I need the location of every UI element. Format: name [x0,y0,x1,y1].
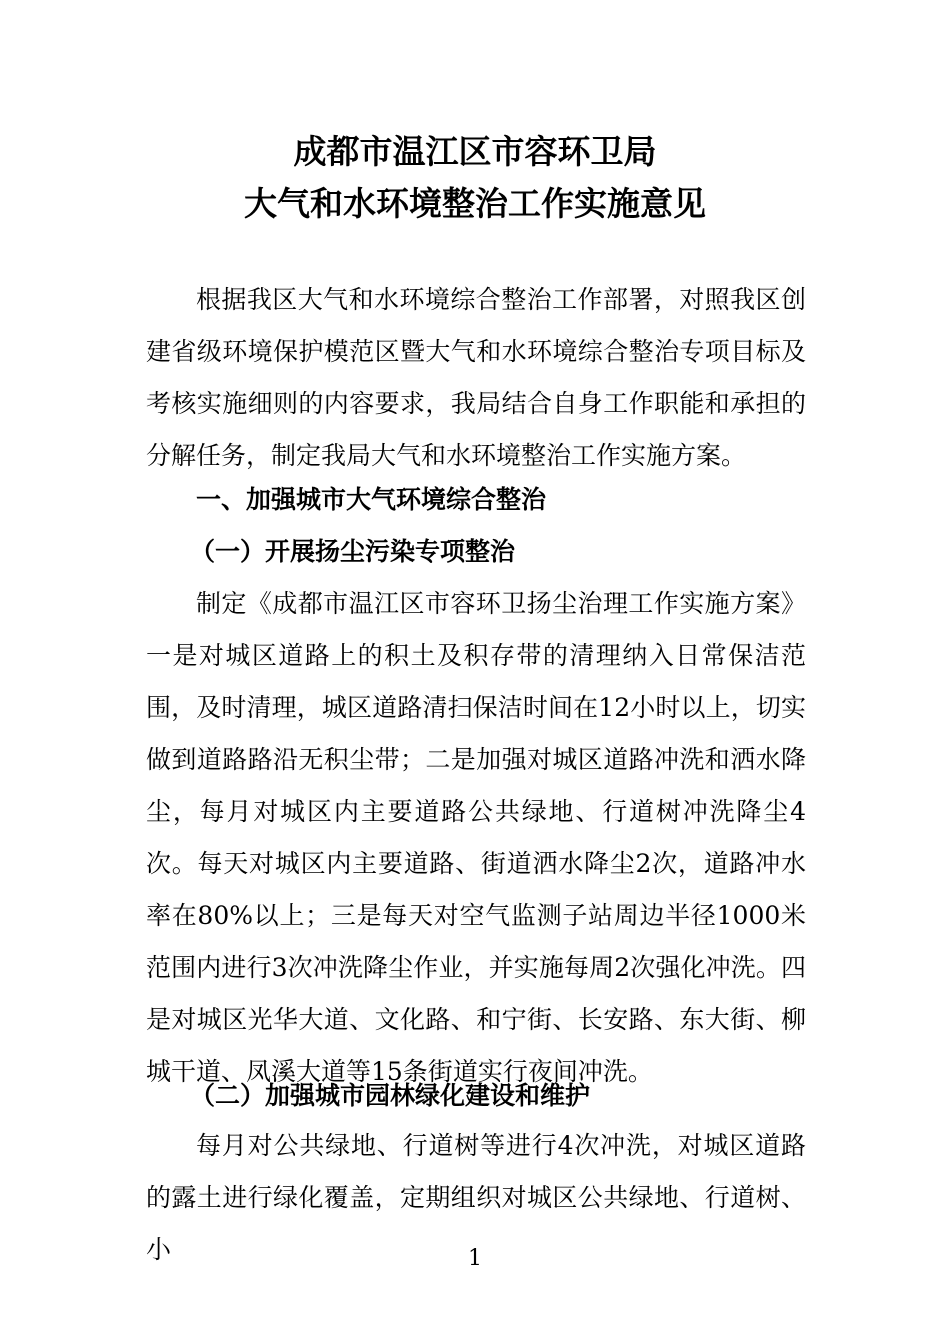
document-title-line-2: 大气和水环境整治工作实施意见 [244,184,706,223]
subsection-paragraph: 制定《成都市温江区市容环卫扬尘治理工作实施方案》一是对城区道路上的积土及积存带的清理纳入日常保洁范围，及时清理，城区道路清扫保洁时间在12小时以上，切实做到道路路沿无积尘带；二是加强对城区道路冲洗和洒水降尘，每月对城区内主要道路公共绿地、行道树冲洗降尘4次。每天对城区内主要道路、街道洒水降尘2次，道路冲水率在80%以上；三是每天对空气监测子站周边半径1000米范围内进行3次冲洗降尘作业，并实施每周2次强化冲洗。四是对城区光华大道、文化路、和宁街、长安路、东大街、柳城干道、凤溪大道等15条街道实行夜间冲洗。 [146,589,806,1086]
subsection-heading: （二）加强城市园林绿化建设和维护 [190,1081,591,1110]
subsection-heading: （一）开展扬尘污染专项整治 [190,537,516,566]
intro-paragraph: 根据我区大气和水环境综合整治工作部署，对照我区创建省级环境保护模范区暨大气和水环境综合整治专项目标及考核实施细则的内容要求，我局结合自身工作职能和承担的分解任务，制定我局大气和水环境整治工作实施方案。 [146,285,806,470]
page-number: 1 [468,1246,482,1271]
subsection-paragraph: 每月对公共绿地、行道树等进行4次冲洗，对城区道路的露土进行绿化覆盖，定期组织对城区公共绿地、行道树、小 [146,1131,806,1264]
section-heading: 一、加强城市大气环境综合整治 [196,485,547,514]
document-title-line-1: 成都市温江区市容环卫局 [293,132,657,171]
